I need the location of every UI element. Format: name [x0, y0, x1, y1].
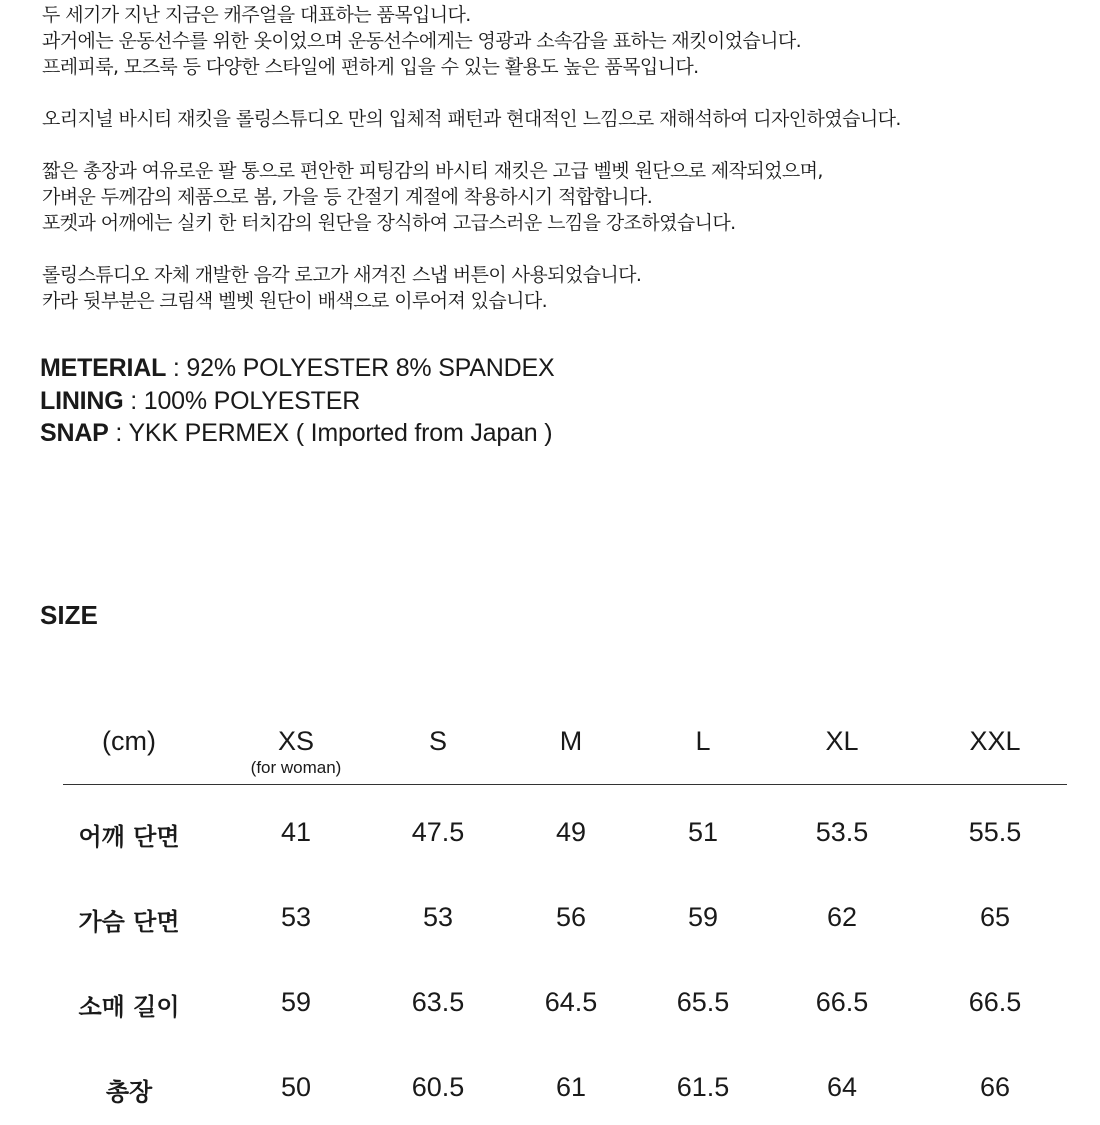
- spec-label: LINING: [40, 386, 124, 415]
- table-cell: 60.5: [411, 1072, 465, 1102]
- table-cell: 53: [280, 902, 312, 932]
- description-line: 두 세기가 지난 지금은 캐주얼을 대표하는 품목입니다.: [42, 4, 471, 26]
- spec-snap: [40, 417, 554, 450]
- table-row: [63, 785, 1067, 870]
- description-paragraph: [42, 2, 1082, 80]
- material-specs: [40, 352, 554, 450]
- spec-label: SNAP: [40, 419, 109, 447]
- table-cell: 49: [555, 817, 587, 847]
- table-cell: 64: [826, 1072, 858, 1102]
- table-row: [63, 870, 1067, 955]
- spec-lining: [40, 385, 554, 418]
- size-header-xxl: XXL: [969, 726, 1021, 756]
- table-cell: 53.5: [815, 817, 869, 847]
- description-paragraph: [42, 158, 1082, 236]
- table-cell: 59: [280, 987, 312, 1017]
- unit-header: (cm): [102, 726, 156, 756]
- row-label: 어깨 단면: [78, 823, 180, 851]
- size-header-m: M: [559, 726, 583, 756]
- table-cell: 65: [979, 902, 1011, 932]
- description-paragraph: [42, 106, 1082, 132]
- table-cell: 56: [555, 902, 587, 932]
- description-line: 짧은 총장과 여유로운 팔 통으로 편안한 피팅감의 바시티 재킷은 고급 벨벳 원단으로 제작되었으며,: [42, 160, 823, 182]
- table-cell: 63.5: [411, 987, 465, 1017]
- table-cell: 66.5: [815, 987, 869, 1017]
- spec-material: [40, 352, 554, 385]
- table-cell: 50: [280, 1072, 312, 1102]
- spec-value: : 100% POLYESTER: [123, 386, 361, 415]
- table-cell: 53: [422, 902, 454, 932]
- table-cell: 59: [687, 902, 719, 932]
- description-line: 가벼운 두께감의 제품으로 봄, 가을 등 간절기 계절에 착용하시기 적합합니다.: [42, 186, 653, 208]
- size-header-s: S: [428, 726, 448, 756]
- table-cell: 66: [979, 1072, 1011, 1102]
- size-header-label: XS: [277, 726, 315, 756]
- spec-value: : YKK PERMEX ( Imported from Japan ): [108, 419, 553, 447]
- description-line: 오리지널 바시티 재킷을 롤링스튜디오 만의 입체적 패턴과 현대적인 느낌으로 재해석하여 디자인하였습니다.: [42, 108, 901, 130]
- row-label: 총장: [105, 1078, 153, 1106]
- table-cell: 65.5: [676, 987, 730, 1017]
- description-line: 포켓과 어깨에는 실키 한 터치감의 원단을 장식하여 고급스러운 느낌을 강조하였습니다.: [42, 212, 736, 234]
- table-cell: 41: [280, 817, 312, 847]
- size-header-l: L: [695, 726, 711, 756]
- table-cell: 55.5: [968, 817, 1022, 847]
- description-paragraph: [42, 262, 1082, 314]
- row-label: 소매 길이: [78, 993, 180, 1021]
- size-header-xs: [251, 726, 342, 777]
- table-cell: 47.5: [411, 817, 465, 847]
- table-cell: 61: [555, 1072, 587, 1102]
- size-header-xl: XL: [825, 726, 859, 756]
- table-cell: 51: [687, 817, 719, 847]
- description-line: 프레피룩, 모즈룩 등 다양한 스타일에 편하게 입을 수 있는 활용도 높은 품목입니다.: [42, 56, 699, 78]
- product-description: [42, 2, 1082, 340]
- size-section-title: SIZE: [40, 600, 98, 630]
- description-line: 롤링스튜디오 자체 개발한 음각 로고가 새겨진 스냅 버튼이 사용되었습니다.: [42, 264, 642, 286]
- table-row: [63, 1040, 1067, 1125]
- size-header-note: (for woman): [250, 758, 342, 777]
- table-cell: 64.5: [544, 987, 598, 1017]
- table-cell: 66.5: [968, 987, 1022, 1017]
- table-cell: 62: [826, 902, 858, 932]
- description-line: 카라 뒷부분은 크림색 벨벳 원단이 배색으로 이루어져 있습니다.: [42, 290, 548, 312]
- spec-value: : 92% POLYESTER 8% SPANDEX: [166, 354, 555, 382]
- description-line: 과거에는 운동선수를 위한 옷이었으며 운동선수에게는 영광과 소속감을 표하는 재킷이었습니다.: [42, 30, 802, 52]
- table-row: [63, 955, 1067, 1040]
- table-cell: 61.5: [676, 1072, 730, 1102]
- size-table-header: [63, 720, 1067, 785]
- spec-label: METERIAL: [40, 354, 167, 382]
- size-table: [63, 720, 1067, 1125]
- row-label: 가슴 단면: [78, 908, 180, 936]
